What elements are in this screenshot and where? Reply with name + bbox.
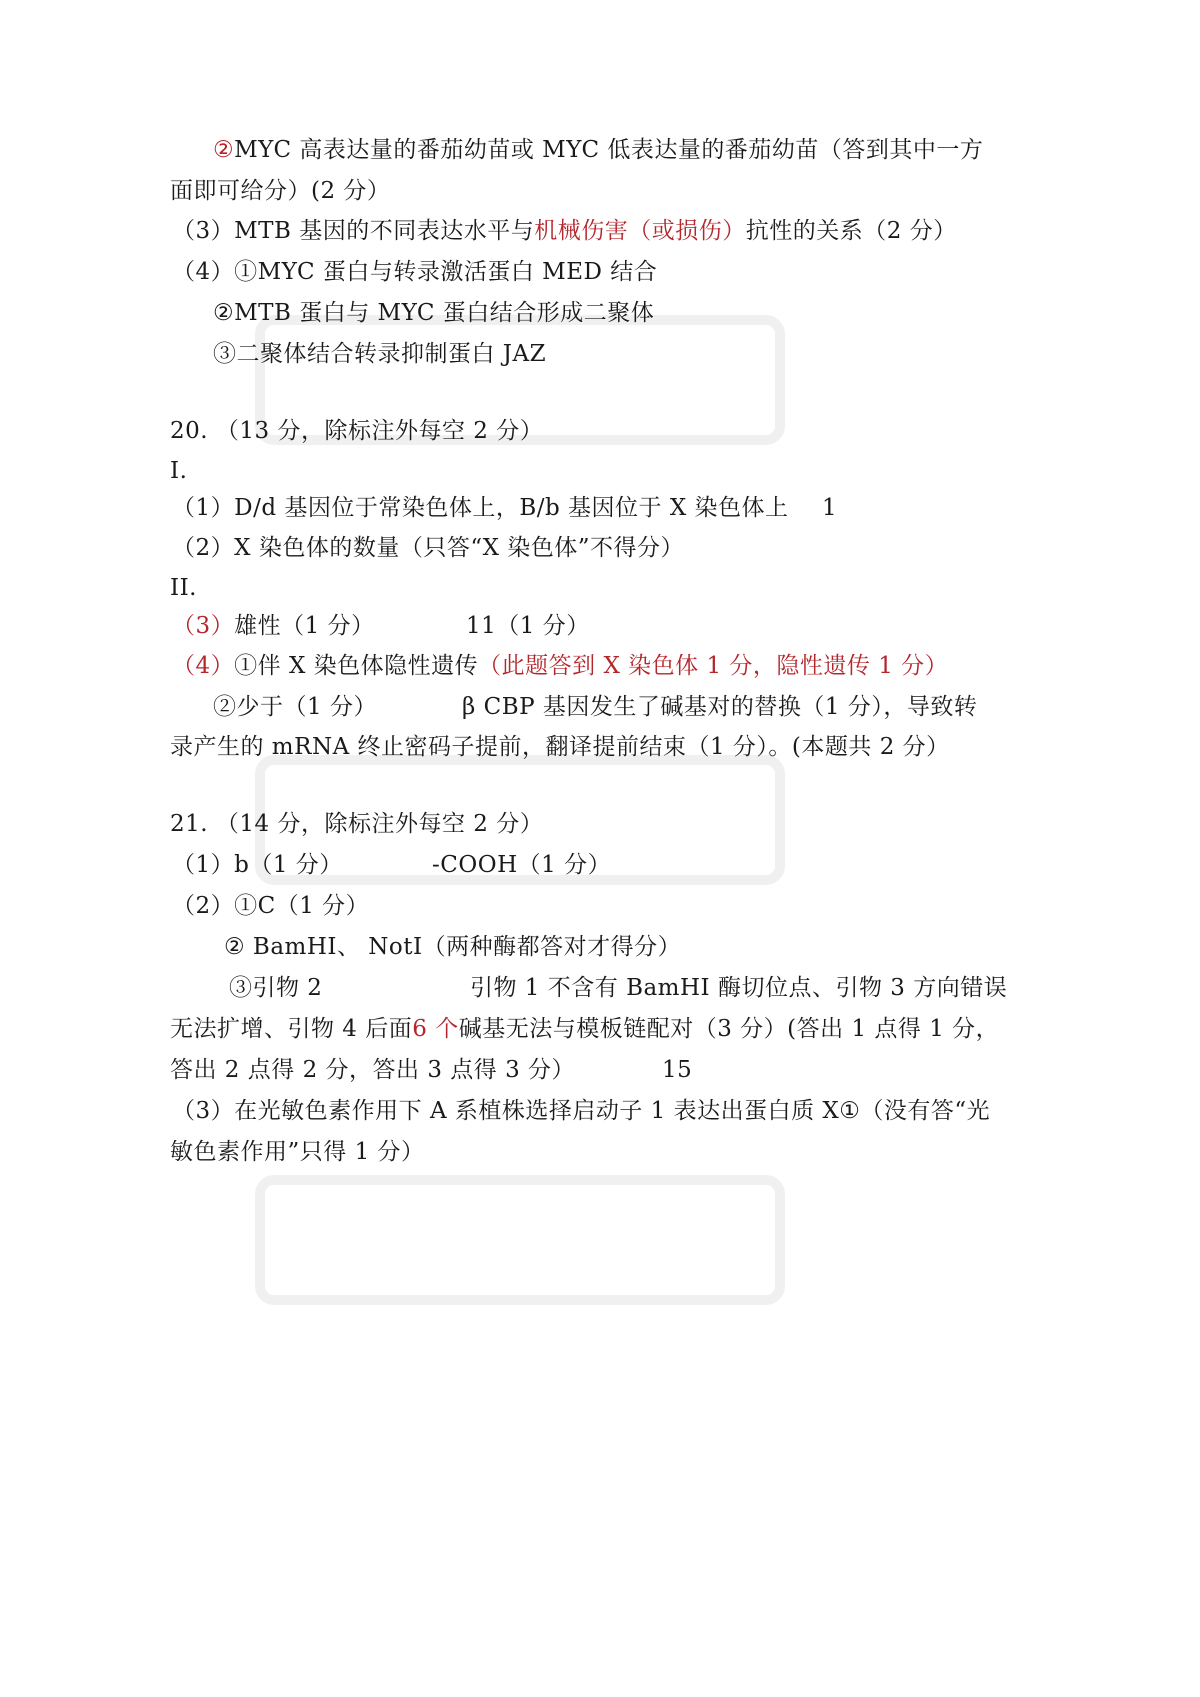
q20-answer-4-number: （4） xyxy=(172,653,235,679)
q20-answer-6: 录产生的 mRNA 终止密码子提前，翻译提前结束（1 分）。(本题共 2 分） xyxy=(170,734,950,760)
q20-answer-1-score: 1 xyxy=(822,495,838,521)
q19-answer-4-1: （4）①MYC 蛋白与转录激活蛋白 MED 结合 xyxy=(172,259,658,285)
q21-answer-2-2: ② BamHI、 NotI（两种酶都答对才得分） xyxy=(224,934,682,960)
q19-answer-4-2: ②MTB 蛋白与 MYC 蛋白结合形成二聚体 xyxy=(213,300,655,326)
q21-line-tail: 碱基无法与模板链配对（3 分）(答出 1 点得 1 分， xyxy=(458,1016,1000,1042)
q21-header: 21. （14 分，除标注外每空 2 分） xyxy=(170,811,544,837)
circled-2-mark: ② xyxy=(213,137,235,163)
q21-answer-3: （3）在光敏色素作用下 A 系植株选择启动子 1 表达出蛋白质 X①（没有答“光 xyxy=(172,1098,991,1124)
q20-answer-3 xyxy=(172,610,375,642)
q21-answer-3-cont: 敏色素作用”只得 1 分） xyxy=(170,1139,425,1165)
q19-answer-3-highlight: 机械伤害（或损伤） xyxy=(534,218,746,244)
q20-answer-4 xyxy=(172,650,948,682)
q20-answer-2: （2）X 染色体的数量（只答“X 染色体”不得分） xyxy=(172,535,685,561)
q21-line-highlight: 6 个 xyxy=(412,1016,459,1042)
q20-part-1-label: I. xyxy=(170,458,188,484)
q21-answer-2-3a: ③引物 2 xyxy=(229,975,323,1001)
q20-answer-1: （1）D/d 基因位于常染色体上，B/b 基因位于 X 染色体上 xyxy=(172,495,789,521)
q21-answer-2-3c xyxy=(170,1013,999,1045)
q19-answer-3-text: （3）MTB 基因的不同表达水平与 xyxy=(172,218,535,244)
q21-answer-1a: （1）b（1 分） xyxy=(172,852,343,878)
q19-answer-3 xyxy=(172,215,957,247)
q19-line-2: 面即可给分）(2 分） xyxy=(170,178,391,204)
q20-header: 20. （13 分，除标注外每空 2 分） xyxy=(170,418,544,444)
q21-line-text: 无法扩增、引物 4 后面 xyxy=(170,1016,413,1042)
q20-answer-3-text: 雄性（1 分） xyxy=(234,613,375,639)
q20-answer-5b: β CBP 基因发生了碱基对的替换（1 分），导致转 xyxy=(462,694,978,720)
q20-part-2-label: II. xyxy=(170,575,197,601)
q19-line-1 xyxy=(213,134,983,166)
q19-answer-4-3: ③二聚体结合转录抑制蛋白 JAZ xyxy=(213,341,547,367)
q21-answer-2-3-score: 15 xyxy=(662,1057,693,1083)
q19-answer-3-tail: 抗性的关系（2 分） xyxy=(745,218,957,244)
q20-answer-3-number: （3） xyxy=(172,613,235,639)
q20-answer-4-text: ①伴 X 染色体隐性遗传 xyxy=(234,653,479,679)
q20-answer-3b: 11（1 分） xyxy=(466,613,590,639)
q21-answer-2-3b: 引物 1 不含有 BamHI 酶切位点、引物 3 方向错误 xyxy=(470,975,1008,1001)
q21-answer-2-3d: 答出 2 点得 2 分，答出 3 点得 3 分） xyxy=(170,1057,576,1083)
q20-answer-4-note: （此题答到 X 染色体 1 分，隐性遗传 1 分） xyxy=(478,653,949,679)
q21-answer-2: （2）①C（1 分） xyxy=(172,893,370,919)
q20-answer-5a: ②少于（1 分） xyxy=(213,694,377,720)
q19-line-1-text: MYC 高表达量的番茄幼苗或 MYC 低表达量的番茄幼苗（答到其中一方 xyxy=(234,137,984,163)
q21-answer-1b: -COOH（1 分） xyxy=(432,852,612,878)
